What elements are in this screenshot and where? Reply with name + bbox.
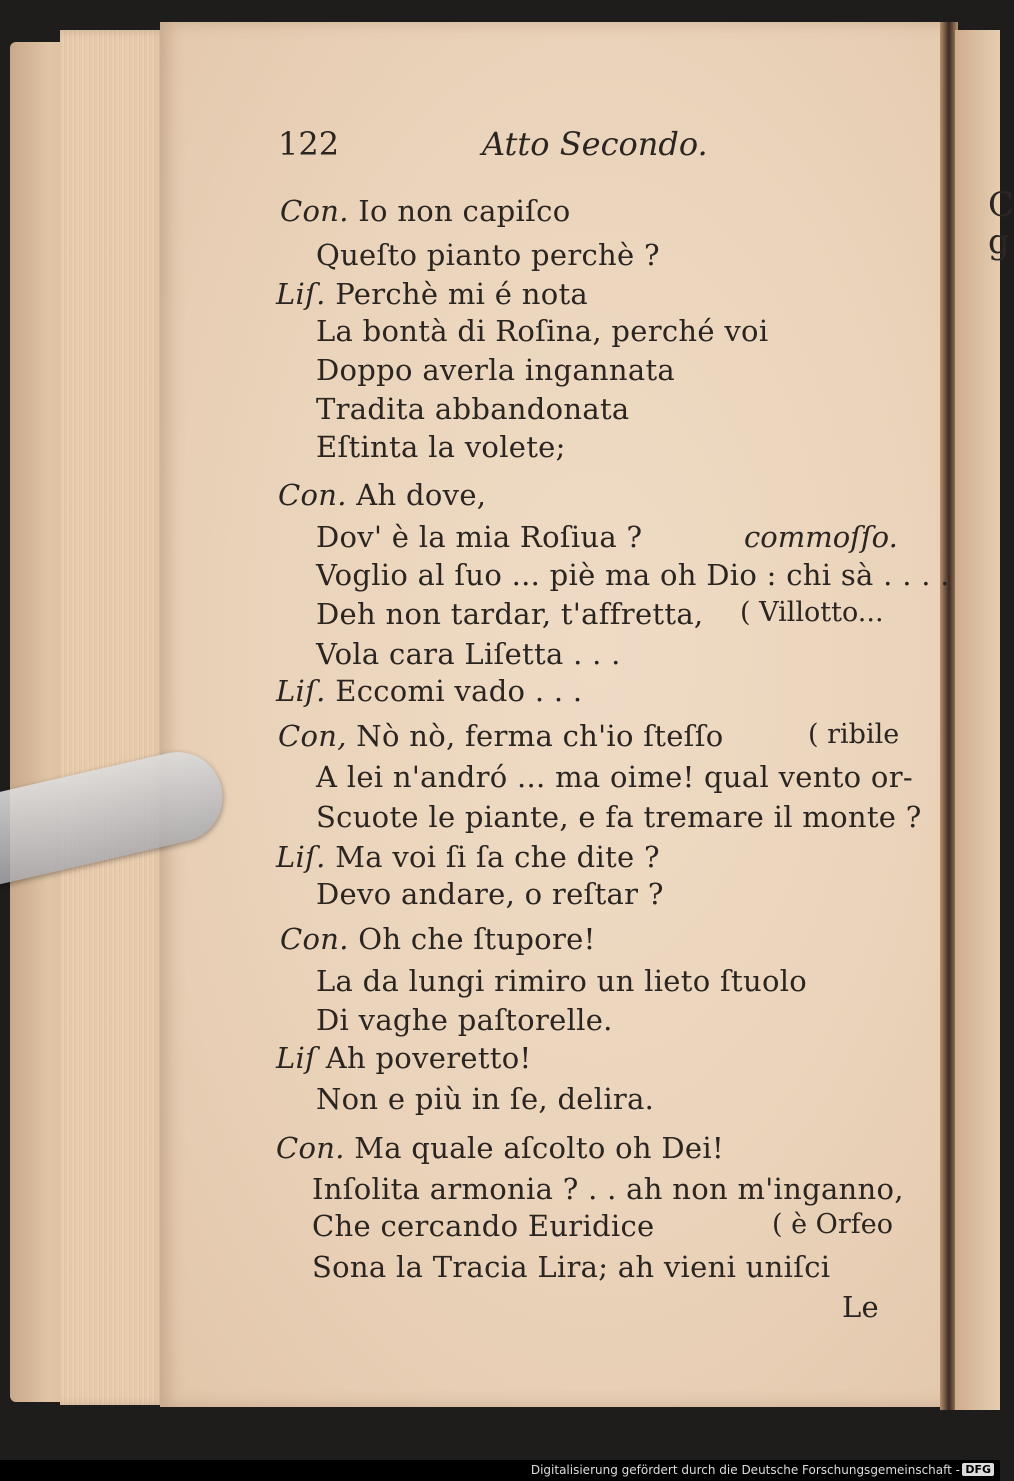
dialogue-line — [316, 353, 675, 387]
line-text: Voglio al ſuo ... piè ma oh Dio : chi sà . . . . — [316, 558, 950, 592]
line-text: Oh che ſtupore! — [358, 922, 596, 956]
dialogue-line — [316, 760, 913, 794]
stage-direction: ( Villotto... — [740, 597, 884, 628]
line-text: Che cercando Euridice — [312, 1209, 655, 1243]
speaker-label: Con. — [278, 478, 347, 512]
dialogue-line — [316, 1082, 654, 1116]
dialogue-line — [316, 800, 922, 834]
speaker-label: Liſ. — [276, 840, 326, 874]
line-text: Ma quale aſcolto oh Dei! — [354, 1131, 724, 1165]
line-text: Scuote le piante, e fa tremare il monte ? — [316, 800, 922, 834]
stage-direction: commoſſo. — [744, 520, 898, 554]
dialogue-line — [316, 238, 660, 272]
page-fore-edge — [60, 30, 168, 1405]
dialogue-line — [276, 840, 660, 874]
catchword: Le — [842, 1290, 880, 1324]
line-text: Ah poveretto! — [325, 1041, 532, 1075]
dialogue-line — [312, 1172, 904, 1206]
stage-direction: ( è Orfeo — [772, 1209, 893, 1240]
dialogue-line — [316, 392, 630, 426]
line-text: Nò nò, ferma ch'io ſteſſo — [356, 719, 724, 753]
line-text: A lei n'andró ... ma oime! qual vento or- — [316, 760, 913, 794]
line-text: Deh non tardar, t'affretta, — [316, 597, 704, 631]
dialogue-line — [316, 637, 621, 671]
dialogue-line — [316, 1003, 613, 1037]
dialogue-line — [276, 1041, 531, 1075]
line-text: Doppo averla ingannata — [316, 353, 675, 387]
line-text: Eſtinta la volete; — [316, 430, 566, 464]
dialogue-line — [312, 1209, 655, 1243]
dialogue-line — [316, 520, 642, 554]
dialogue-line — [276, 277, 588, 311]
dialogue-line — [316, 558, 950, 592]
dialogue-line — [278, 478, 486, 512]
speaker-label: Con. — [276, 1131, 345, 1165]
line-text: Vola cara Liſetta . . . — [316, 637, 621, 671]
dialogue-line — [280, 922, 596, 956]
dfg-logo: DFG — [962, 1463, 994, 1476]
line-text: Non e più in ſe, delira. — [316, 1082, 655, 1116]
line-text: Queſto pianto perchè ? — [316, 238, 660, 272]
page-number: 122 — [278, 125, 340, 163]
speaker-label: Con. — [280, 922, 349, 956]
running-title: Atto Secondo. — [482, 125, 708, 163]
dialogue-line — [276, 674, 582, 708]
line-text: Io non capiſco — [358, 194, 571, 228]
line-text: Dov' è la mia Roſiua ? — [316, 520, 643, 554]
dialogue-line — [280, 194, 570, 228]
dialogue-line — [316, 597, 703, 631]
dialogue-line — [276, 1131, 724, 1165]
line-text: Perchè mi é nota — [335, 277, 589, 311]
speaker-label: Liſ. — [276, 674, 326, 708]
dialogue-line — [312, 1250, 830, 1284]
line-text: Devo andare, o reſtar ? — [316, 877, 664, 911]
dialogue-line — [316, 877, 664, 911]
line-text: Ma voi ſi ſa che dite ? — [335, 840, 660, 874]
line-text: La da lungi rimiro un lieto ſtuolo — [316, 964, 808, 998]
line-text: Di vaghe paſtorelle. — [316, 1003, 613, 1037]
line-text: La bontà di Roſina, perché voi — [316, 314, 769, 348]
stage-direction: ( ribile — [808, 719, 900, 750]
speaker-label: Con, — [278, 719, 347, 753]
facing-page-glyph: g — [988, 222, 1010, 262]
line-text: Eccomi vado . . . — [335, 674, 583, 708]
dialogue-line — [316, 314, 768, 348]
footer-credit: Digitalisierung gefördert durch die Deutsche Forschungsgemeinschaft - — [530, 1463, 960, 1477]
facing-page-glyph: C — [988, 185, 1014, 225]
line-text: Inſolita armonia ? . . ah non m'inganno, — [312, 1172, 904, 1206]
dialogue-line — [278, 719, 724, 753]
speaker-label: Con. — [280, 194, 349, 228]
line-text: Sona la Tracia Lira; ah vieni uniſci — [312, 1250, 831, 1284]
speaker-label: Liſ. — [276, 277, 326, 311]
line-text: Ah dove, — [356, 478, 487, 512]
dialogue-line — [316, 964, 807, 998]
speaker-label: Liſ — [276, 1041, 317, 1075]
line-text: Tradita abbandonata — [316, 392, 630, 426]
dialogue-line — [316, 430, 566, 464]
